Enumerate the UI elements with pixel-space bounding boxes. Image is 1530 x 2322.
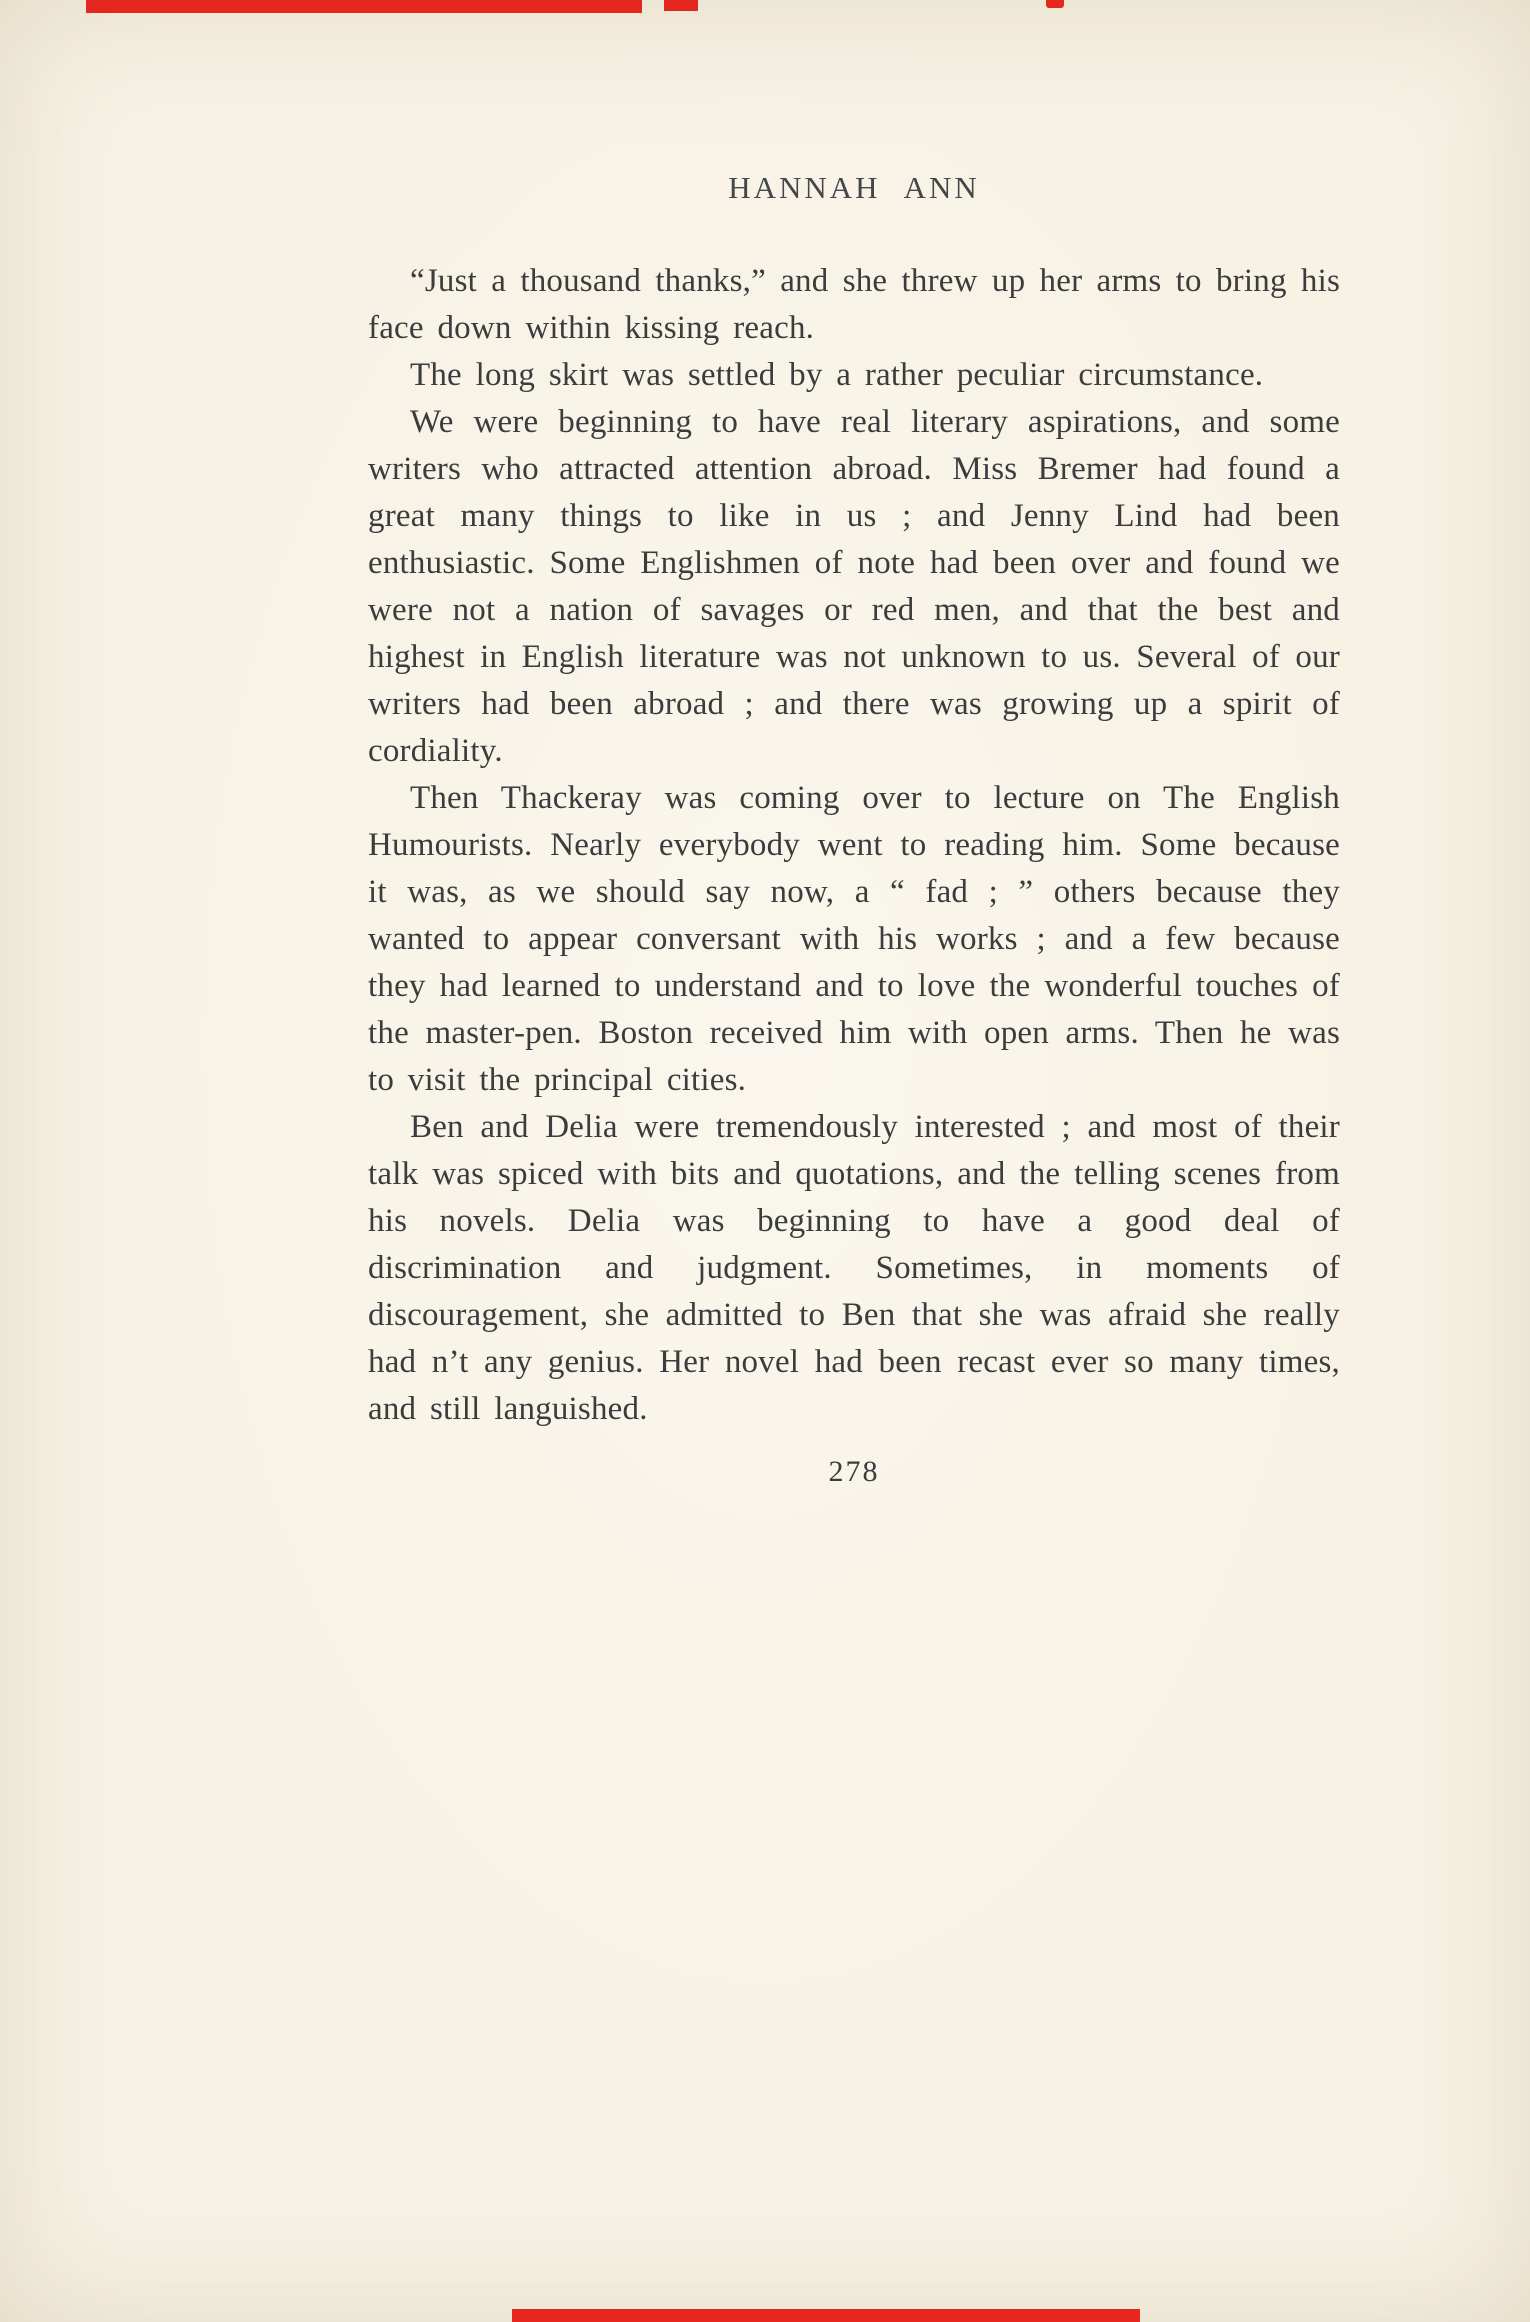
paragraph-5: Ben and Delia were tremendously interested ; and most of their talk was spiced with bits and quotations, and the telling scenes from his novels. Delia was beginning to have a good deal of discrimination and judgment. Sometimes, in moments of discouragement, she admitted to Ben that she was afraid she really had n’t any genius. Her novel had been recast ever so many times, and still languished.	[368, 1109, 1340, 1427]
page-number: 278	[828, 1455, 880, 1488]
paragraph-2: The long skirt was settled by a rather peculiar circumstance.	[410, 357, 1264, 393]
paragraph-3: We were beginning to have real literary aspirations, and some writers who attracted attention abroad. Miss Bremer had found a great many things to like in us ; and Jenny Lind had been enthusiastic. Some Englishmen of note had been over and found we were not a nation of savages or red men, and that the best and highest in English literature was not unknown to us. Several of our writers had been abroad ; and there was growing up a spirit of cordiality.	[368, 404, 1340, 769]
paragraph-4: Then Thackeray was coming over to lecture on The English Humourists. Nearly everybody went to reading him. Some because it was, as we should say now, a “ fad ; ” others because they wanted to appear conversant with his works ; and a few because they had learned to understand and to love the wonderful touches of the master-pen. Boston received him with open arms. Then he was to visit the principal cities.	[368, 780, 1340, 1098]
text-block	[368, 170, 1340, 1489]
scan-artifact-bottom-bar	[512, 2309, 1140, 2322]
scan-artifact-top-chip	[664, 0, 698, 11]
scan-artifact-top-bar	[86, 0, 642, 13]
running-head: HANNAH ANN	[728, 170, 980, 205]
scan-artifact-top-speck	[1046, 0, 1064, 8]
paragraph-1: “Just a thousand thanks,” and she threw up her arms to bring his face down within kissing reach.	[368, 263, 1340, 346]
